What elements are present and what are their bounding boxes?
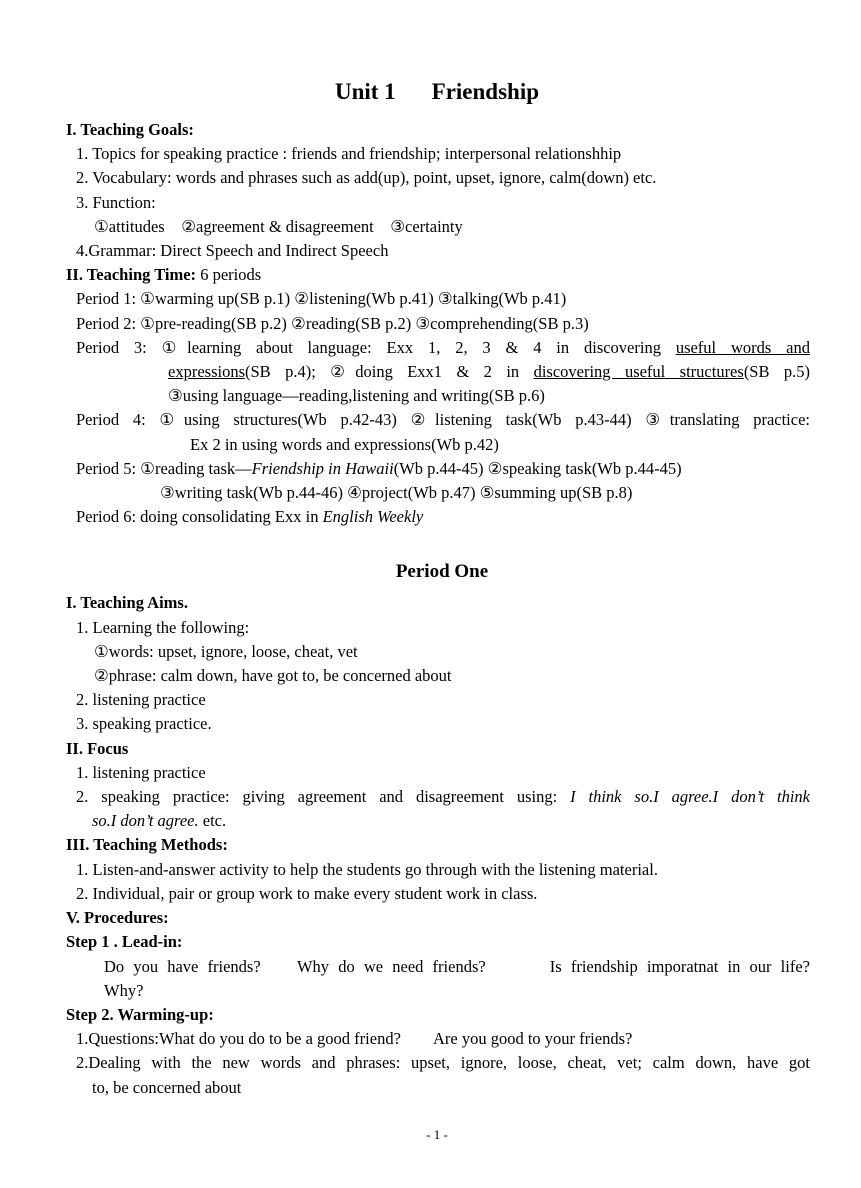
period-3 [66, 336, 810, 409]
step-2-vocab-text: to, be concerned about [92, 1077, 242, 1097]
teaching-aims-heading: I. Teaching Aims. [66, 593, 188, 613]
period-5-italic: Friendship in Hawaii [251, 458, 394, 478]
period-4-text: Period 4: ①using structures(Wb p.42-43) ②listening task(Wb p.43-44) ③translating practice: [76, 410, 810, 430]
focus-text: 2. speaking practice: giving agreement and disagreement using: [76, 787, 571, 807]
period-5-text: Period 5: ①reading task— [76, 458, 252, 478]
period-6-text: Period 6: doing consolidating Exx in [76, 507, 323, 527]
goal-item: 3. Function: [76, 192, 156, 212]
step-2-questions: 1.Questions:What do you do to be a good friend? Are you good to your friends? [76, 1029, 633, 1049]
period-5-text: ③writing task(Wb p.44-46) ④project(Wb p.47) ⑤summing up(SB p.8) [160, 483, 633, 503]
goal-item: ①attitudes ②agreement & disagreement ③certainty [94, 216, 463, 236]
step-2-heading: Step 2. Warming-up: [66, 1004, 214, 1024]
teaching-methods-heading: III. Teaching Methods: [66, 835, 228, 855]
aim-item: 2. listening practice [76, 690, 206, 710]
procedures-heading: V. Procedures: [66, 908, 169, 928]
step-1-heading: Step 1 . Lead-in: [66, 932, 183, 952]
aim-item: 1. Learning the following: [76, 617, 250, 637]
period-3-underlined: discovering useful structures [533, 362, 744, 382]
period-4 [66, 408, 810, 456]
document-body [66, 118, 810, 1100]
focus-italic: so.I don’t agree. [92, 811, 199, 831]
unit-name: Friendship [431, 79, 540, 104]
goal-item: 2. Vocabulary: words and phrases such as add(up), point, upset, ignore, calm(down) etc. [76, 168, 657, 188]
step-1-text: Do you have friends? Why do we need friends? Is friendship imporatnat in our life? [104, 956, 810, 976]
step-2-vocab-text: 2.Dealing with the new words and phrases: upset, ignore, loose, cheat, vet; calm down, have got [76, 1053, 810, 1073]
focus-italic: I think so.I agree.I don’t think [570, 787, 810, 807]
teaching-goals-heading: I. Teaching Goals: [66, 120, 194, 139]
goal-item: 1. Topics for speaking practice : friends and friendship; interpersonal relationshhip [76, 144, 622, 164]
teaching-time [66, 263, 810, 287]
period-6 [66, 505, 810, 529]
teaching-time-value: 6 periods [196, 265, 262, 285]
period-3-text: Period 3: ①learning about language: Exx 1, 2, 3 & 4 in discovering [76, 337, 676, 357]
focus-item [66, 785, 810, 833]
unit-number: Unit 1 [334, 79, 396, 104]
period-3-underlined: useful words and [675, 337, 810, 357]
method-item: 1. Listen-and-answer activity to help the students go through with the listening material. [76, 859, 658, 879]
period-3-text: (SB p.5) [743, 362, 811, 382]
period-3-underlined: expressions [168, 362, 245, 382]
goal-item: 4.Grammar: Direct Speech and Indirect Speech [76, 241, 389, 261]
aim-item: ②phrase: calm down, have got to, be concerned about [94, 666, 452, 686]
step-1-text: Why? [104, 980, 144, 1000]
period-1: Period 1: ①warming up(SB p.1) ②listening(Wb p.41) ③talking(Wb p.41) [76, 289, 567, 309]
focus-text: etc. [198, 811, 227, 831]
aim-item: ①words: upset, ignore, loose, cheat, vet [94, 641, 358, 661]
method-item: 2. Individual, pair or group work to make every student work in class. [76, 883, 538, 903]
focus-item: 1. listening practice [76, 762, 206, 782]
page-number: - 1 - [426, 1127, 448, 1142]
period-5-text: (Wb p.44-45) ②speaking task(Wb p.44-45) [393, 458, 682, 478]
unit-title [0, 78, 861, 106]
period-2: Period 2: ①pre-reading(SB p.2) ②reading(SB p.2) ③comprehending(SB p.3) [76, 313, 589, 333]
period-6-italic: English Weekly [322, 507, 424, 527]
period-3-text: ③using language—reading,listening and writing(SB p.6) [168, 386, 545, 406]
focus-heading: II. Focus [66, 738, 129, 758]
step-2-vocab [66, 1051, 810, 1099]
period-3-text: (SB p.4); ②doing Exx1 & 2 in [245, 362, 534, 382]
teaching-time-heading: II. Teaching Time: [66, 265, 197, 285]
period-5 [66, 457, 810, 505]
period-4-text: Ex 2 in using words and expressions(Wb p.42) [190, 434, 499, 454]
aim-item: 3. speaking practice. [76, 714, 212, 734]
period-one-title: Period One [395, 561, 489, 583]
